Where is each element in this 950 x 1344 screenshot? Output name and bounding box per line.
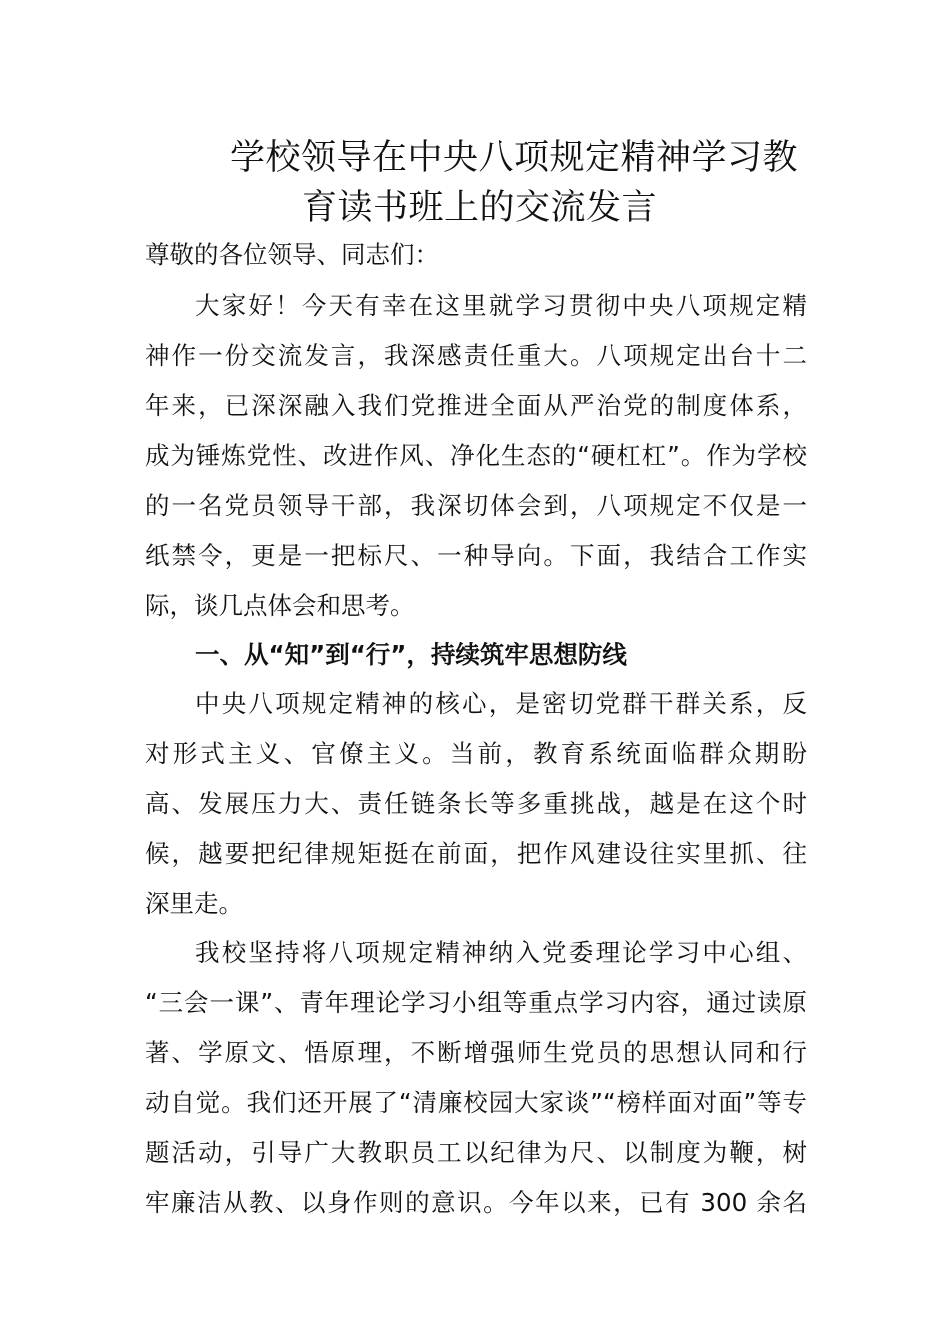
paragraph-2-line: 高、发展压力大、责任链条长等多重挑战，越是在这个时 [145,789,807,818]
paragraph-3-line: 著、学原文、悟原理，不断增强师生党员的思想认同和行 [145,1038,807,1067]
paragraph-1-line: 年来，已深深融入我们党推进全面从严治党的制度体系， [145,391,807,420]
paragraph-2-line: 深里走。 [145,889,243,918]
paragraph-1-line: 神作一份交流发言，我深感责任重大。八项规定出台十二 [145,341,807,370]
paragraph-2-line: 对形式主义、官僚主义。当前，教育系统面临群众期盼 [145,739,807,768]
paragraph-2-line: 中央八项规定精神的核心，是密切党群干群关系，反 [195,689,807,718]
salutation: 尊敬的各位领导、同志们： [145,240,439,269]
paragraph-3-line: “三会一课”、青年理论学习小组等重点学习内容，通过读原 [145,988,807,1017]
paragraph-2-line: 候，越要把纪律规矩挺在前面，把作风建设往实里抓、往 [145,839,807,868]
section-1-heading: 一、从“知”到“行”，持续筑牢思想防线 [195,640,627,669]
paragraph-1-line: 成为锤炼党性、改进作风、净化生态的“硬杠杠”。作为学校 [145,441,807,470]
document-title-line-2: 育读书班上的交流发言 [302,188,658,228]
paragraph-1-line: 际，谈几点体会和思考。 [145,591,415,620]
document-title-line-1: 学校领导在中央八项规定精神学习教 [230,138,799,178]
paragraph-3-line: 动自觉。我们还开展了“清廉校园大家谈”“榜样面对面”等专 [145,1088,807,1117]
paragraph-3-line: 牢廉洁从教、以身作则的意识。今年以来，已有 300 余名 [145,1188,807,1217]
paragraph-1-line: 的一名党员领导干部，我深切体会到，八项规定不仅是一 [145,491,807,520]
paragraph-1-line: 大家好！今天有幸在这里就学习贯彻中央八项规定精 [195,291,807,320]
paragraph-1-line: 纸禁令，更是一把标尺、一种导向。下面，我结合工作实 [145,541,807,570]
paragraph-3-line: 题活动，引导广大教职员工以纪律为尺、以制度为鞭，树 [145,1138,807,1167]
paragraph-3-line: 我校坚持将八项规定精神纳入党委理论学习中心组、 [195,938,807,967]
